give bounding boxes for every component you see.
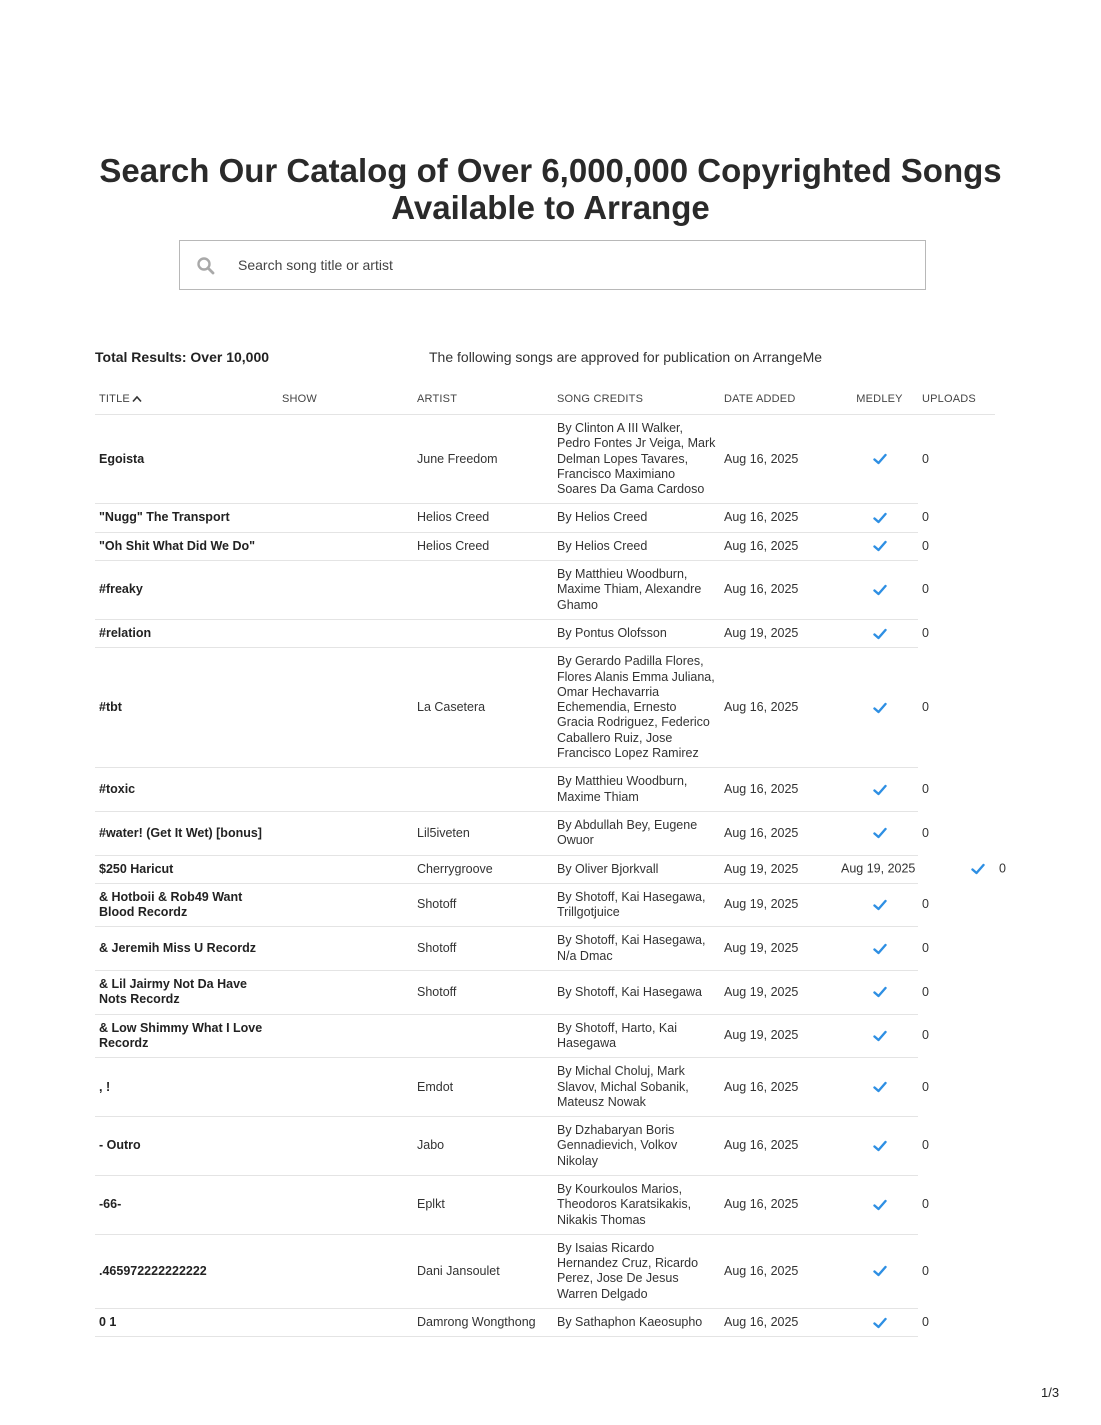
checkmark-icon [873, 899, 887, 911]
song-title[interactable]: - Outro [95, 1117, 278, 1176]
song-credits: By Shotoff, Kai Hasegawa, N/a Dmac [553, 927, 720, 971]
table-row[interactable] [95, 1309, 995, 1337]
song-title[interactable]: #water! (Get It Wet) [bonus] [95, 811, 278, 855]
date-added: Aug 16, 2025 [720, 648, 841, 768]
song-credits: By Shotoff, Harto, Kai Hasegawa [553, 1014, 720, 1058]
medley-cell [841, 927, 918, 971]
checkmark-icon [873, 784, 887, 796]
table-row[interactable] [95, 1117, 995, 1176]
uploads-count: 0 [918, 855, 995, 883]
uploads-count: 0 [918, 883, 995, 927]
table-row[interactable] [95, 1234, 995, 1308]
medley-cell [841, 971, 918, 1015]
uploads-count: 0 [918, 1117, 995, 1176]
artist-name[interactable]: Damrong Wongthong [413, 1309, 553, 1337]
artist-name[interactable]: Dani Jansoulet [413, 1234, 553, 1308]
show-name [278, 971, 413, 1015]
song-title[interactable]: #freaky [95, 561, 278, 620]
date-added: Aug 16, 2025 [720, 504, 841, 532]
song-title[interactable]: & Hotboii & Rob49 Want Blood Recordz [95, 883, 278, 927]
checkmark-icon [873, 986, 887, 998]
page-title-line-1: Search Our Catalog of Over 6,000,000 Copyrighted Songs [99, 152, 1002, 189]
song-credits: By Helios Creed [553, 532, 720, 560]
medley-cell [841, 561, 918, 620]
uploads-count: 0 [918, 768, 995, 812]
artist-name[interactable] [413, 1014, 553, 1058]
table-row[interactable] [95, 619, 995, 647]
artist-name[interactable]: Cherrygroove [413, 855, 553, 883]
medley-cell [841, 619, 918, 647]
show-name [278, 811, 413, 855]
uploads-count: 0 [918, 1058, 995, 1117]
artist-name[interactable]: Helios Creed [413, 532, 553, 560]
song-credits: By Clinton A III Walker, Pedro Fontes Jr Veiga, Mark Delman Lopes Tavares, Francisco Maximiano Soares Da Gama Cardoso [553, 415, 720, 504]
date-added: Aug 19, 2025 [720, 619, 841, 647]
checkmark-icon [873, 628, 887, 640]
search-box [179, 240, 926, 290]
artist-name[interactable]: Shotoff [413, 971, 553, 1015]
song-title[interactable]: & Low Shimmy What I Love Recordz [95, 1014, 278, 1058]
show-name [278, 532, 413, 560]
date-added: Aug 19, 2025 [720, 927, 841, 971]
checkmark-icon [873, 540, 887, 552]
song-title[interactable]: #relation [95, 619, 278, 647]
medley-cell [841, 855, 918, 883]
show-name [278, 1058, 413, 1117]
page-title-line-2: Available to Arrange [391, 189, 710, 226]
song-credits: By Oliver Bjorkvall [553, 855, 720, 883]
table-row[interactable] [95, 1014, 995, 1058]
uploads-count: 0 [918, 648, 995, 768]
total-results-count: Total Results: Over 10,000 [95, 349, 270, 365]
show-name [278, 855, 413, 883]
medley-cell [841, 811, 918, 855]
table-row[interactable] [95, 768, 995, 812]
date-added: Aug 16, 2025 [720, 1175, 841, 1234]
uploads-count: 0 [918, 1175, 995, 1234]
uploads-count: 0 [918, 619, 995, 647]
medley-cell [841, 1117, 918, 1176]
column-header-date-added[interactable]: DATE ADDED [720, 384, 841, 415]
uploads-count: 0 [918, 1309, 995, 1337]
uploads-count: 0 [918, 415, 995, 504]
song-title[interactable]: & Jeremih Miss U Recordz [95, 927, 278, 971]
medley-cell [841, 883, 918, 927]
date-added: Aug 16, 2025 [720, 1058, 841, 1117]
song-credits: By Kourkoulos Marios, Theodoros Karatsikakis, Nikakis Thomas [553, 1175, 720, 1234]
show-name [278, 1175, 413, 1234]
artist-name[interactable] [413, 561, 553, 620]
song-title[interactable]: -66- [95, 1175, 278, 1234]
checkmark-icon [873, 827, 887, 839]
approved-note: The following songs are approved for publication on ArrangeMe [429, 349, 823, 365]
show-name [278, 415, 413, 504]
song-title[interactable]: & Lil Jairmy Not Da Have Nots Recordz [95, 971, 278, 1015]
table-row[interactable] [95, 648, 995, 768]
table-row[interactable] [95, 971, 995, 1015]
show-name [278, 1014, 413, 1058]
checkmark-icon [873, 1199, 887, 1211]
song-credits: By Pontus Olofsson [553, 619, 720, 647]
artist-name[interactable] [413, 619, 553, 647]
date-added: Aug 16, 2025 [720, 561, 841, 620]
table-row[interactable] [95, 1058, 995, 1117]
column-header-title[interactable] [95, 384, 278, 415]
song-title[interactable]: #tbt [95, 648, 278, 768]
artist-name[interactable]: Jabo [413, 1117, 553, 1176]
results-table-body [95, 415, 1006, 1337]
uploads-count: 0 [918, 532, 995, 560]
artist-name[interactable]: Eplkt [413, 1175, 553, 1234]
table-row[interactable] [95, 415, 995, 504]
medley-cell [841, 415, 918, 504]
checkmark-icon [873, 702, 887, 714]
table-header-row [95, 384, 995, 415]
song-credits: By Sathaphon Kaeosupho [553, 1309, 720, 1337]
uploads-count: 0 [918, 971, 995, 1015]
uploads-count: 0 [918, 927, 995, 971]
date-added: Aug 16, 2025 [720, 811, 841, 855]
show-name [278, 648, 413, 768]
date-added: Aug 16, 2025 [720, 415, 841, 504]
date-added: Aug 16, 2025 [720, 768, 841, 812]
column-header-medley[interactable]: MEDLEY [841, 384, 918, 415]
song-credits: By Dzhabaryan Boris Gennadievich, Volkov Nikolay [553, 1117, 720, 1176]
medley-cell [841, 648, 918, 768]
date-added: Aug 19, 2025 [720, 883, 841, 927]
date-added: Aug 16, 2025 [720, 1309, 841, 1337]
medley-cell [841, 1175, 918, 1234]
date-added-duplicate: Aug 19, 2025 [841, 861, 916, 876]
artist-name[interactable]: June Freedom [413, 415, 553, 504]
date-added: Aug 16, 2025 [720, 532, 841, 560]
table-row[interactable] [95, 504, 995, 532]
artist-name[interactable]: La Casetera [413, 648, 553, 768]
song-credits: By Gerardo Padilla Flores, Flores Alanis Emma Juliana, Omar Hechavarria Echemendia, Ernesto Gracia Rodriguez, Federico Caballero Ruiz, Jose Francisco Lopez Ramirez [553, 648, 720, 768]
uploads-count: 0 [918, 561, 995, 620]
show-name [278, 927, 413, 971]
table-row[interactable] [95, 855, 995, 883]
date-added: Aug 16, 2025 [720, 1117, 841, 1176]
uploads-count: 0 [918, 504, 995, 532]
medley-cell [841, 1309, 918, 1337]
table-row[interactable] [95, 532, 995, 560]
artist-name[interactable] [413, 768, 553, 812]
date-added: Aug 19, 2025 [720, 1014, 841, 1058]
song-title[interactable]: .465972222222222 [95, 1234, 278, 1308]
checkmark-icon [873, 1081, 887, 1093]
table-row[interactable] [95, 561, 995, 620]
show-name [278, 504, 413, 532]
checkmark-icon [971, 863, 985, 875]
song-title[interactable]: , ! [95, 1058, 278, 1117]
medley-cell [841, 532, 918, 560]
song-credits: By Matthieu Woodburn, Maxime Thiam [553, 768, 720, 812]
checkmark-icon [873, 453, 887, 465]
artist-name[interactable]: Shotoff [413, 927, 553, 971]
checkmark-icon [873, 1140, 887, 1152]
chevron-up-icon[interactable] [132, 395, 142, 403]
search-input[interactable] [238, 241, 908, 289]
show-name [278, 1117, 413, 1176]
date-added: Aug 16, 2025 [720, 1234, 841, 1308]
medley-cell [841, 768, 918, 812]
column-header-uploads[interactable]: UPLOADS [918, 384, 995, 415]
uploads-count: 0 [918, 1014, 995, 1058]
checkmark-icon [873, 943, 887, 955]
song-title[interactable]: Egoista [95, 415, 278, 504]
column-header-show[interactable]: SHOW [278, 384, 413, 415]
show-name [278, 619, 413, 647]
results-table [95, 384, 1006, 1337]
page-number: 1/3 [1041, 1385, 1060, 1400]
date-added: Aug 19, 2025 [720, 971, 841, 1015]
song-title[interactable]: "Nugg" The Transport [95, 504, 278, 532]
date-added: Aug 19, 2025 [720, 855, 841, 883]
table-row[interactable] [95, 927, 995, 971]
artist-name[interactable]: Emdot [413, 1058, 553, 1117]
table-row[interactable] [95, 811, 995, 855]
song-credits: By Michal Choluj, Mark Slavov, Michal Sobanik, Mateusz Nowak [553, 1058, 720, 1117]
song-credits: By Isaias Ricardo Hernandez Cruz, Ricardo Perez, Jose De Jesus Warren Delgado [553, 1234, 720, 1308]
song-credits: By Matthieu Woodburn, Maxime Thiam, Alexandre Ghamo [553, 561, 720, 620]
medley-cell [841, 1014, 918, 1058]
song-credits: By Helios Creed [553, 504, 720, 532]
column-header-song-credits[interactable]: SONG CREDITS [553, 384, 720, 415]
song-title[interactable]: 0 1 [95, 1309, 278, 1337]
medley-cell [841, 1234, 918, 1308]
page-title [0, 152, 1101, 226]
column-header-artist[interactable]: ARTIST [413, 384, 553, 415]
medley-cell [841, 504, 918, 532]
uploads-count: 0 [918, 811, 995, 855]
song-title[interactable]: "Oh Shit What Did We Do" [95, 532, 278, 560]
table-row[interactable] [95, 1175, 995, 1234]
song-title[interactable]: $250 Haricut [95, 855, 278, 883]
checkmark-icon [873, 1030, 887, 1042]
artist-name[interactable]: Shotoff [413, 883, 553, 927]
show-name [278, 561, 413, 620]
search-icon[interactable] [196, 256, 216, 276]
song-credits: By Shotoff, Kai Hasegawa [553, 971, 720, 1015]
checkmark-icon [873, 1317, 887, 1329]
checkmark-icon [873, 1265, 887, 1277]
song-title[interactable]: #toxic [95, 768, 278, 812]
checkmark-icon [873, 512, 887, 524]
show-name [278, 1234, 413, 1308]
checkmark-icon [873, 584, 887, 596]
artist-name[interactable]: Helios Creed [413, 504, 553, 532]
show-name [278, 1309, 413, 1337]
column-header-title-label: TITLE [99, 393, 130, 405]
show-name [278, 768, 413, 812]
table-row[interactable] [95, 883, 995, 927]
uploads-count: 0 [918, 1234, 995, 1308]
song-credits: By Abdullah Bey, Eugene Owuor [553, 811, 720, 855]
medley-cell [841, 1058, 918, 1117]
show-name [278, 883, 413, 927]
artist-name[interactable]: Lil5iveten [413, 811, 553, 855]
song-credits: By Shotoff, Kai Hasegawa, Trillgotjuice [553, 883, 720, 927]
